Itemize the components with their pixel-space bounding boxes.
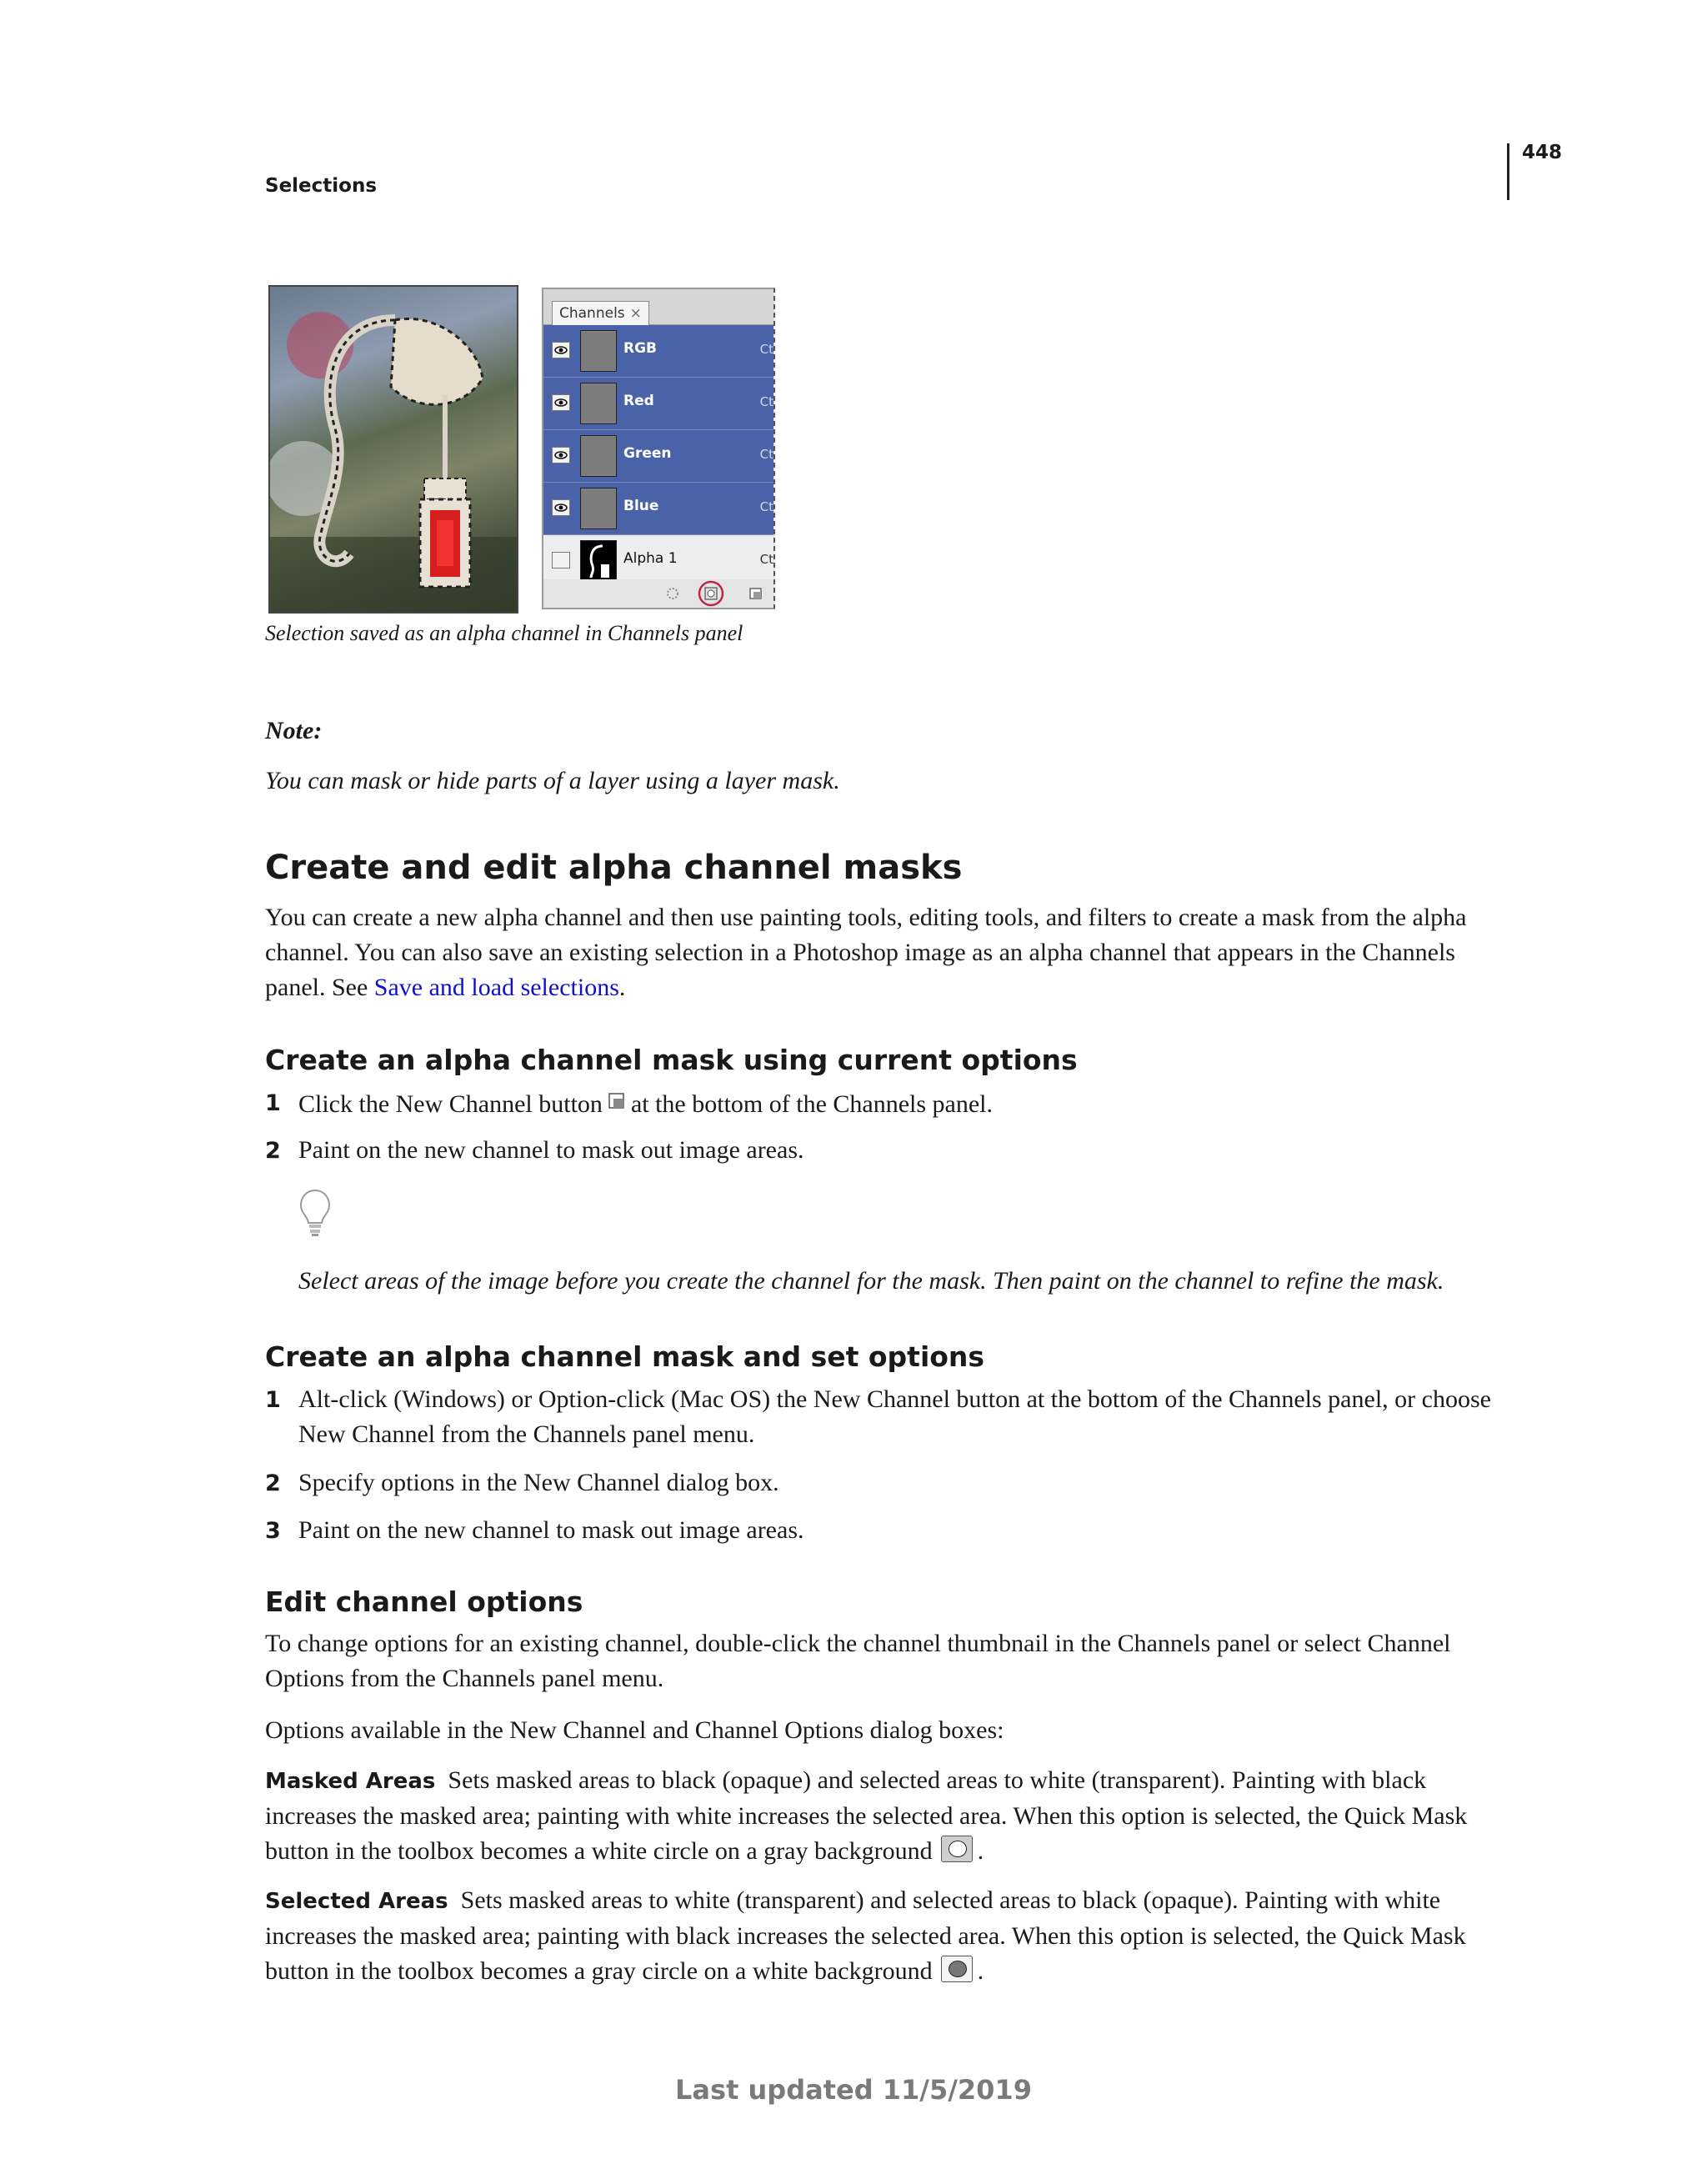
load-selection-icon[interactable] (665, 586, 680, 604)
subsection-title-edit-channel-options: Edit channel options (265, 1585, 583, 1618)
step-number: 2 (265, 1138, 281, 1164)
step-text (298, 1085, 1507, 1122)
sentence-end: . (977, 1837, 984, 1865)
close-icon[interactable]: × (629, 305, 642, 322)
save-and-load-selections-link[interactable]: Save and load selections (373, 974, 619, 1001)
note-text: You can mask or hide parts of a layer using a layer mask. (265, 767, 840, 794)
channel-thumbnail[interactable] (580, 330, 617, 372)
step-number: 1 (265, 1090, 281, 1116)
step-text: Specify options in the New Channel dialog box. (298, 1469, 779, 1496)
sentence-end: . (977, 1957, 984, 1985)
term-masked-areas: Masked Areas (265, 1769, 436, 1794)
lantern-illustration (270, 287, 517, 612)
channel-name: RGB (623, 340, 658, 357)
visibility-toggle[interactable] (552, 552, 570, 569)
footer-last-updated: Last updated 11/5/2019 (675, 2074, 1032, 2106)
header-divider (1507, 143, 1509, 200)
section-title: Create and edit alpha channel masks (265, 849, 963, 887)
tab-label: Channels (559, 305, 625, 322)
panel-tab-bar (543, 289, 773, 325)
figure-photo (268, 285, 518, 614)
selected-areas-definition (265, 1883, 1507, 1989)
channel-name: Red (623, 393, 654, 409)
tip-text: Select areas of the image before you create the channel for the mask. Then paint on the channel to refine the mask. (298, 1267, 1444, 1295)
subsection-title-current-options: Create an alpha channel mask using current options (265, 1044, 1078, 1076)
channel-row-rgb[interactable] (543, 325, 773, 378)
tab-channels[interactable] (552, 301, 649, 325)
panel-footer (543, 579, 773, 608)
channel-row-green[interactable] (543, 430, 773, 483)
section-label: Selections (265, 175, 378, 197)
selected-areas-text: Sets masked areas to white (transparent) and selected areas to black (opaque). Painting with white increases the masked area; painting with black increases the selected area. When this option is selected, the Quick Mask button in the toolbox becomes a gray circle on a white background (265, 1886, 1466, 1985)
subsection-title-set-options: Create an alpha channel mask and set options (265, 1340, 985, 1373)
channel-shortcut: Ct (759, 447, 773, 462)
step-number: 3 (265, 1518, 281, 1544)
channel-name: Alpha 1 (623, 550, 678, 567)
channel-shortcut: Ct (759, 499, 773, 514)
eye-icon[interactable] (552, 342, 570, 358)
intro-text: You can create a new alpha channel and then use painting tools, editing tools, and filters to create a mask from the alpha channel. You can also save an existing selection in a Photoshop image as an alpha channel that appears in the Channels panel. See (265, 904, 1467, 1001)
lightbulb-icon (298, 1188, 332, 1242)
channel-thumbnail[interactable] (580, 383, 617, 424)
new-channel-icon[interactable] (748, 586, 763, 604)
channel-thumbnail[interactable] (580, 435, 617, 477)
note-label: Note: (265, 717, 323, 744)
channels-panel (542, 288, 775, 609)
masked-areas-definition (265, 1763, 1507, 1869)
masked-areas-text: Sets masked areas to black (opaque) and selected areas to white (transparent). Painting with black increases the masked area; painting with white increases the selected area. When this option is selected, the Quick Mask button in the toolbox becomes a white circle on a gray background (265, 1766, 1468, 1865)
edit-options-paragraph: To change options for an existing channel, double-click the channel thumbnail in the Channels panel or select Channel Options from the Channels panel menu. (265, 1630, 1451, 1692)
step-text: Alt-click (Windows) or Option-click (Mac OS) the New Channel button at the bottom of the Channels panel, or choose New Channel from the Channels panel menu. (298, 1385, 1491, 1448)
eye-icon[interactable] (552, 499, 570, 516)
channel-name: Blue (623, 498, 659, 514)
step-number: 2 (265, 1470, 281, 1496)
page-number: 448 (1522, 142, 1563, 163)
figure-caption: Selection saved as an alpha channel in Channels panel (265, 621, 743, 645)
channel-shortcut: Ct (759, 342, 773, 357)
step-text-start: Click the New Channel button (298, 1090, 603, 1118)
step-number: 1 (265, 1387, 281, 1413)
intro-end: . (618, 974, 626, 1001)
eye-icon[interactable] (552, 447, 570, 463)
step-text: Paint on the new channel to mask out image areas. (298, 1516, 804, 1544)
new-channel-icon (608, 1085, 626, 1104)
channel-thumbnail[interactable] (580, 540, 617, 582)
save-selection-as-channel-icon[interactable] (697, 580, 725, 609)
eye-icon[interactable] (552, 394, 570, 411)
channel-row-red[interactable] (543, 378, 773, 430)
quick-mask-white-circle-icon (941, 1836, 973, 1862)
step-text-end: at the bottom of the Channels panel. (630, 1090, 993, 1118)
section-intro (265, 900, 1507, 1005)
quick-mask-gray-circle-icon (941, 1956, 973, 1982)
channel-shortcut: Ct (759, 394, 773, 409)
term-selected-areas: Selected Areas (265, 1889, 448, 1914)
channel-shortcut: Ct (759, 552, 773, 567)
options-available-paragraph: Options available in the New Channel and Channel Options dialog boxes: (265, 1716, 1004, 1744)
channel-thumbnail[interactable] (580, 488, 617, 529)
channel-row-blue[interactable] (543, 483, 773, 535)
channel-name: Green (623, 445, 672, 462)
step-text: Paint on the new channel to mask out image areas. (298, 1136, 804, 1164)
